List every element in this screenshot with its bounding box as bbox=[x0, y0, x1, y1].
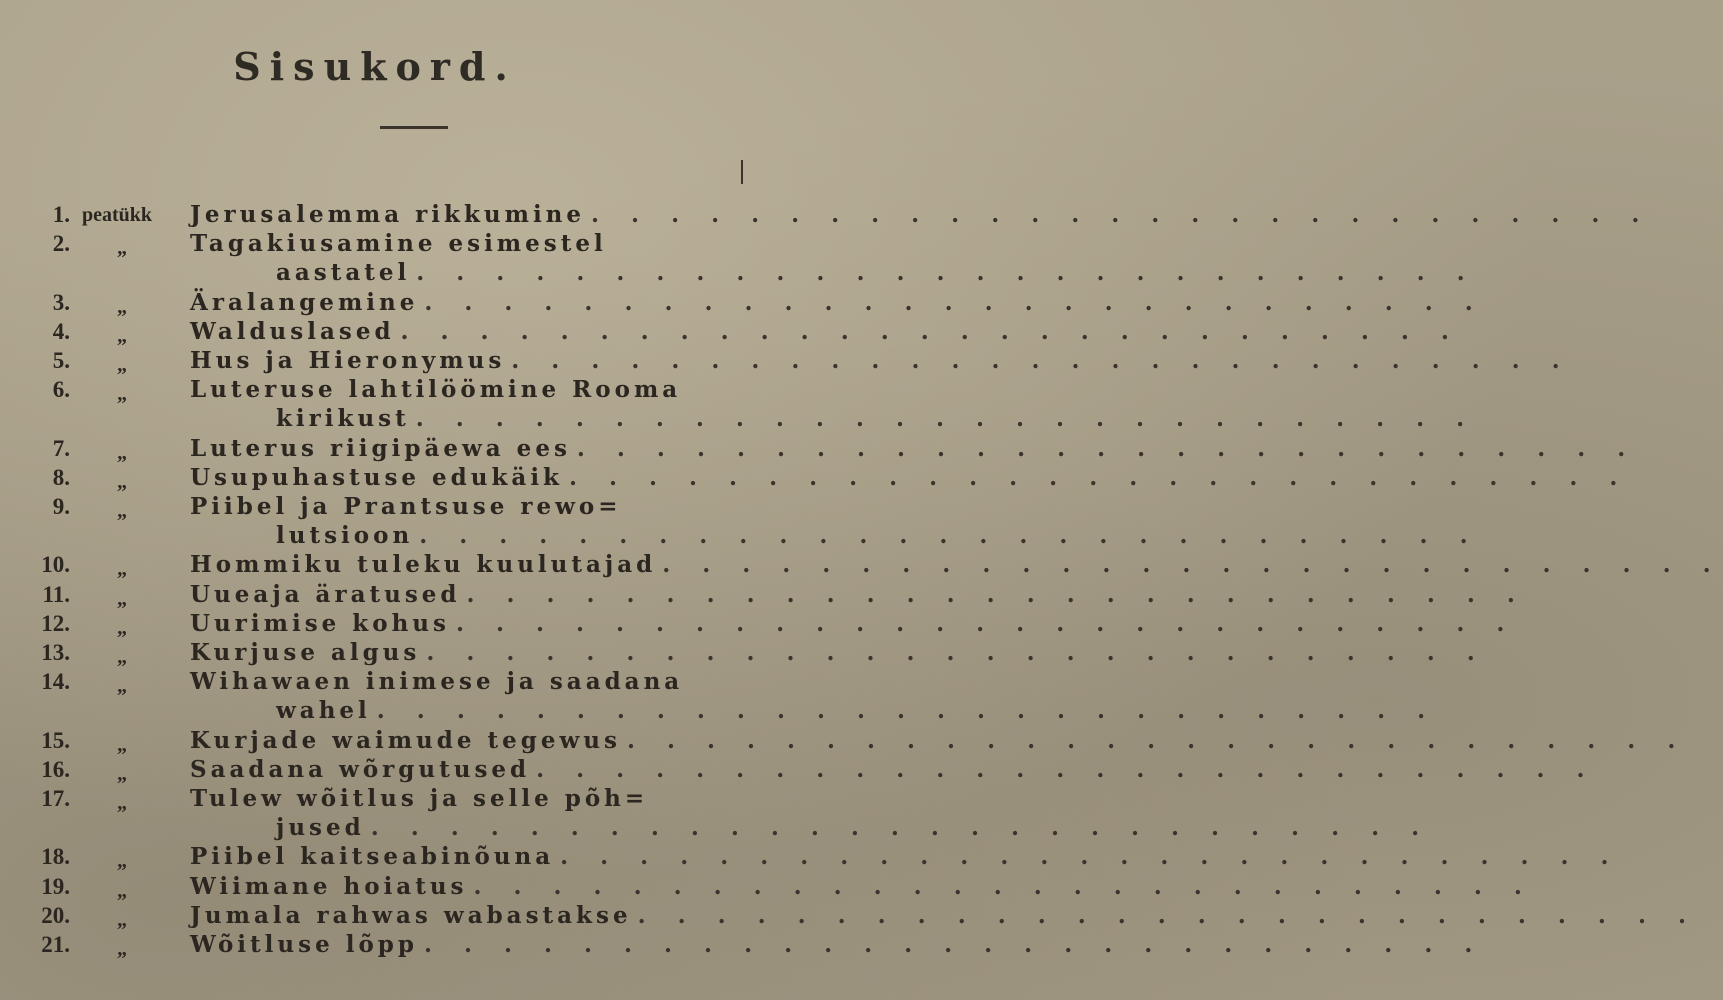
ditto-mark: „ bbox=[117, 675, 127, 698]
toc-entry-line bbox=[0, 229, 750, 259]
chapter-number: 2. bbox=[52, 231, 70, 257]
toc-entry-line bbox=[0, 258, 1477, 288]
chapter-title: wahel bbox=[276, 697, 371, 725]
chapter-number: 6. bbox=[52, 377, 70, 403]
chapter-title: kirikust bbox=[276, 405, 410, 433]
chapter-title: lutsioon bbox=[276, 522, 414, 550]
chapter-number: 1. bbox=[52, 202, 70, 227]
chapter-title: Wiimane hoiatus bbox=[190, 872, 468, 900]
ditto-mark: „ bbox=[117, 762, 127, 785]
toc-entry-line bbox=[0, 200, 1652, 230]
ditto-mark: „ bbox=[117, 733, 127, 756]
toc-entry-line bbox=[0, 317, 1461, 347]
leader-dots: . . . . . . . . . . . . . . . . . . . . . . . . . . . bbox=[400, 317, 1461, 345]
ditto-mark: „ bbox=[117, 441, 127, 464]
leader-dots: . . . . . . . . . . . . . . . . . . . . . . . . . . . bbox=[637, 901, 1698, 929]
leader-dots: . . . . . . . . . . . . . . . . . . . . . . . . . . . bbox=[626, 726, 1688, 754]
chapter-number: 10. bbox=[41, 552, 70, 578]
ditto-mark: „ bbox=[117, 237, 127, 260]
chapter-word: peatükk bbox=[82, 204, 153, 226]
ditto-mark: „ bbox=[117, 850, 127, 873]
chapter-number: 3. bbox=[52, 289, 70, 315]
toc-entry-line bbox=[0, 813, 1432, 843]
chapter-number: 13. bbox=[41, 640, 70, 665]
ditto-mark: „ bbox=[117, 646, 127, 668]
ditto-mark: „ bbox=[117, 616, 127, 639]
toc-entry-line bbox=[0, 726, 1688, 756]
toc-entry-line bbox=[0, 609, 1517, 639]
chapter-title: Wõitluse lõpp bbox=[190, 931, 418, 958]
chapter-number: 7. bbox=[52, 435, 70, 461]
leader-dots: . . . . . . . . . . . . . . . . . . . . . . . . . . . bbox=[424, 288, 1485, 316]
page-title: Sisukord. bbox=[233, 44, 517, 89]
chapter-number: 19. bbox=[41, 873, 70, 899]
chapter-title: Piibel kaitseabinõuna bbox=[190, 843, 555, 871]
ditto-mark: „ bbox=[117, 558, 127, 581]
chapter-title: Hus ja Hieronymus bbox=[190, 347, 506, 374]
chapter-number: 8. bbox=[52, 464, 70, 490]
chapter-title: Tulew wõitlus ja selle põh= bbox=[190, 785, 649, 812]
leader-dots: . . . . . . . . . . . . . . . . . . . . . . . . . . . bbox=[591, 201, 1652, 228]
leader-dots: . . . . . . . . . . . . . . . . . . . . . . . . . . . bbox=[423, 931, 1485, 958]
leader-dots: . . . . . . . . . . . . . . . . . . . . . . . . . . . bbox=[511, 347, 1572, 374]
ditto-mark: „ bbox=[117, 792, 127, 814]
chapter-title: jused bbox=[276, 814, 365, 842]
chapter-title: Wihawaen inimese ja saadana bbox=[190, 668, 684, 696]
toc-entry-line bbox=[0, 463, 1630, 493]
chapter-title: Piibel ja Prantsuse rewo= bbox=[190, 493, 622, 520]
chapter-number: 9. bbox=[52, 494, 70, 519]
chapter-title: Kurjuse algus bbox=[190, 639, 421, 666]
chapter-number: 18. bbox=[41, 844, 70, 870]
chapter-number: 20. bbox=[41, 902, 70, 928]
ditto-mark: „ bbox=[117, 587, 127, 610]
chapter-title: Luteruse lahtilöömine Rooma bbox=[190, 376, 682, 404]
toc-entry-line bbox=[0, 842, 1621, 873]
leader-dots: . . . . . . . . . . . . . . . . . . . . . . . . . . . bbox=[370, 814, 1432, 842]
ditto-mark: „ bbox=[117, 470, 127, 493]
leader-dots: . . . . . . . . . . . . . . . . . . . . . . . . . . . bbox=[426, 639, 1487, 666]
ditto-mark: „ bbox=[117, 324, 127, 347]
ditto-mark: „ bbox=[117, 383, 127, 406]
chapter-number: 14. bbox=[41, 669, 70, 695]
leader-dots: . . . . . . . . . . . . . . . . . . . . . . . . . . . bbox=[662, 551, 1723, 579]
chapter-title: Uurimise kohus bbox=[190, 609, 450, 637]
chapter-number: 17. bbox=[41, 786, 70, 811]
chapter-number: 16. bbox=[41, 756, 70, 782]
chapter-title: Kurjade waimude tegewus bbox=[190, 726, 621, 754]
toc-entry-line bbox=[0, 638, 1487, 668]
chapter-title: Luterus riigipäewa ees bbox=[190, 434, 571, 462]
toc-entry-line bbox=[0, 580, 1527, 610]
chapter-title: aastatel bbox=[276, 259, 411, 287]
toc-entry-line bbox=[0, 288, 1485, 318]
leader-dots: . . . . . . . . . . . . . . . . . . . . . . . . . . . bbox=[416, 259, 1477, 287]
chapter-number: 5. bbox=[52, 348, 70, 373]
chapter-title: Tagakiusamine esimestel bbox=[190, 230, 607, 258]
leader-dots: . . . . . . . . . . . . . . . . . . . . . . . . . . . bbox=[376, 697, 1438, 725]
ditto-mark: „ bbox=[117, 500, 127, 522]
leader-dots: . . . . . . . . . . . . . . . . . . . . . . . . . . . bbox=[576, 434, 1638, 462]
toc-entry-line bbox=[0, 667, 750, 697]
leader-dots: . . . . . . . . . . . . . . . . . . . . . . . . . . . bbox=[473, 872, 1534, 900]
toc-entry-line bbox=[0, 784, 750, 814]
chapter-title: Jerusalemma rikkumine bbox=[190, 201, 586, 228]
leader-dots: . . . . . . . . . . . . . . . . . . . . . . . . . . . bbox=[455, 609, 1517, 637]
chapter-number: 11. bbox=[42, 581, 70, 607]
toc-entry-line bbox=[0, 696, 1438, 726]
toc-entry-line bbox=[0, 346, 1572, 376]
leader-dots: . . . . . . . . . . . . . . . . . . . . . . . . . . . bbox=[569, 463, 1630, 491]
toc-entry-line bbox=[0, 550, 1723, 581]
toc-entry-line bbox=[0, 755, 1597, 785]
leader-dots: . . . . . . . . . . . . . . . . . . . . . . . . . . . bbox=[419, 522, 1480, 550]
toc-entry-line bbox=[0, 375, 750, 405]
toc-entry-line bbox=[0, 521, 1480, 551]
toc-entry-line bbox=[0, 872, 1534, 902]
toc-entry-line bbox=[0, 901, 1698, 931]
chapter-number: 4. bbox=[52, 318, 70, 344]
chapter-title: Hommiku tuleku kuulutajad bbox=[190, 551, 657, 579]
leader-dots: . . . . . . . . . . . . . . . . . . . . . . . . . . . bbox=[560, 843, 1621, 871]
ditto-mark: „ bbox=[117, 295, 127, 318]
ditto-mark: „ bbox=[117, 908, 127, 931]
toc-entry-line bbox=[0, 492, 750, 522]
toc-entry-line bbox=[0, 930, 1485, 960]
leader-dots: . . . . . . . . . . . . . . . . . . . . . . . . . . . bbox=[415, 405, 1477, 433]
toc-entry-line bbox=[0, 404, 1477, 434]
leader-dots: . . . . . . . . . . . . . . . . . . . . . . . . . . . bbox=[536, 755, 1597, 783]
chapter-title: Jumala rahwas wabastakse bbox=[190, 901, 632, 929]
toc-entry-line bbox=[0, 434, 1638, 464]
ditto-mark: „ bbox=[117, 354, 127, 376]
leader-dots: . . . . . . . . . . . . . . . . . . . . . . . . . . . bbox=[466, 580, 1527, 608]
chapter-number: 15. bbox=[41, 727, 70, 753]
ditto-mark: „ bbox=[117, 938, 127, 960]
chapter-number: 21. bbox=[41, 932, 70, 957]
chapter-title: Walduslased bbox=[190, 317, 395, 345]
chapter-number: 12. bbox=[41, 610, 70, 636]
chapter-title: Usupuhastuse edukäik bbox=[190, 463, 563, 491]
chapter-title: Äralangemine bbox=[190, 288, 419, 316]
chapter-title: Uueaja äratused bbox=[190, 580, 461, 608]
ditto-mark: „ bbox=[117, 879, 127, 902]
chapter-title: Saadana wõrgutused bbox=[190, 755, 531, 783]
